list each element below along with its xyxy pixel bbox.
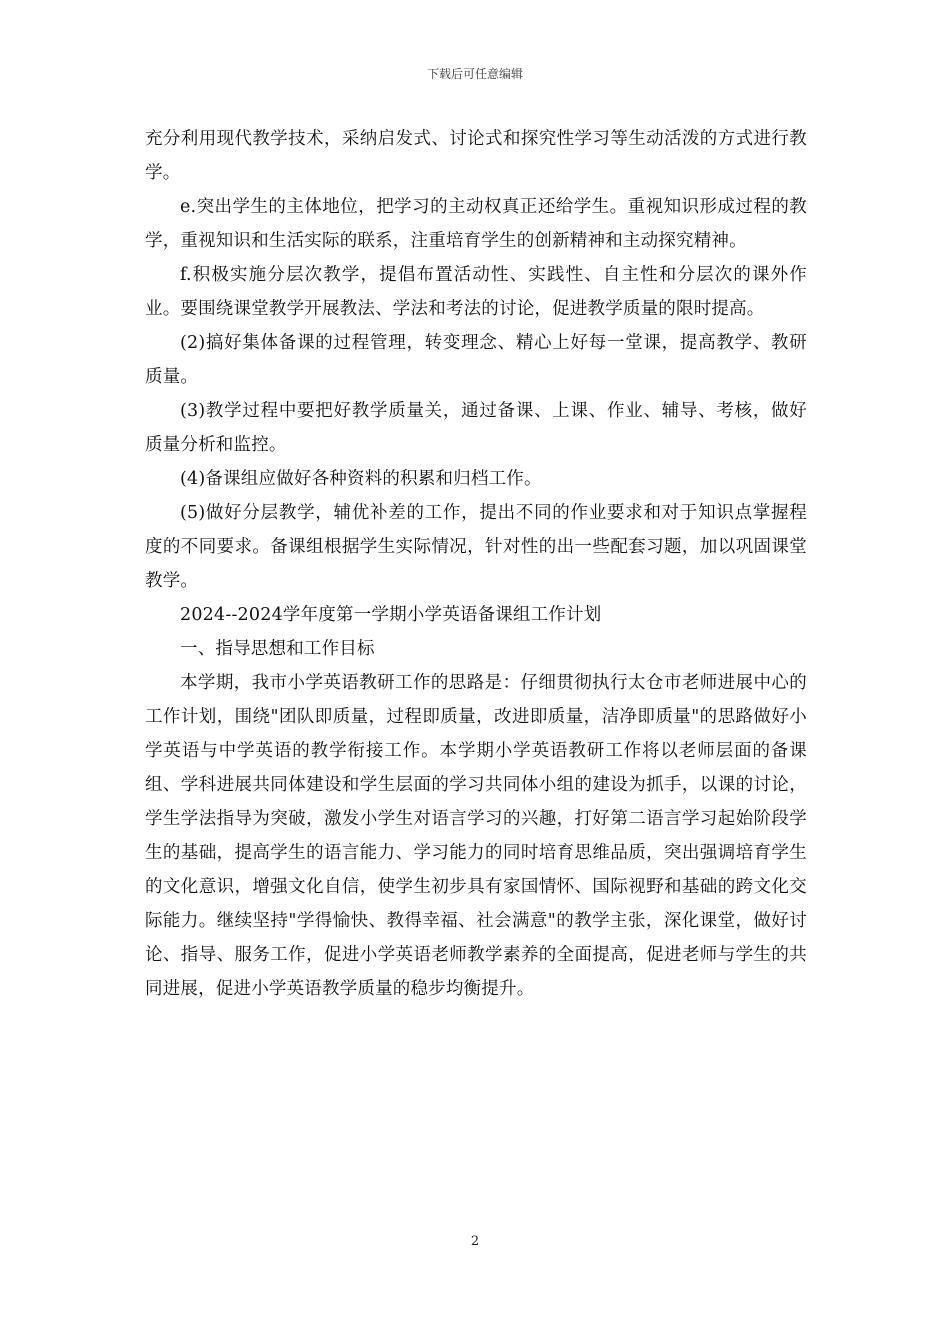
paragraph-item-5: (5)做好分层教学，辅优补差的工作，提出不同的作业要求和对于知识点掌握程度的不同要求。备课组根据学生实际情况，针对性的出一些配套习题，加以巩固课堂教学。 — [145, 503, 807, 591]
section-heading: 一、指导思想和工作目标 — [180, 639, 375, 659]
paragraph-item-3: (3)教学过程中要把好教学质量关，通过备课、上课、作业、辅导、考核，做好质量分析和监控。 — [145, 401, 807, 455]
paragraph-body: 本学期，我市小学英语教研工作的思路是：仔细贯彻执行太仓市老师进展中心的工作计划，围绕"团队即质量，过程即质量，改进即质量，洁净即质量"的思路做好小学英语与中学英语的教学衔接工作。本学期小学英语教研工作将以老师层面的备课组、学科进展共同体建设和学生层面的学习共同体小组的建设为抓手，以课的讨论，学生学法指导为突破，激发小学生对语言学习的兴趣，打好第二语言学习起始阶段学生的基础，提高学生的语言能力、学习能力的同时培育思维品质，突出强调培育学生的文化意识，增强文化自信，使学生初步具有家国情怀、国际视野和基础的跨文化交际能力。继续坚持"学得愉快、教得幸福、社会满意"的教学主张，深化课堂，做好讨论、指导、服务工作，促进小学英语老师教学素养的全面提高，促进老师与学生的共同进展，促进小学英语教学质量的稳步均衡提升。 — [145, 673, 807, 999]
paragraph-item-f: f.积极实施分层次教学，提倡布置活动性、实践性、自主性和分层次的课外作业。要围绕课堂教学开展教法、学法和考法的讨论，促进教学质量的限时提高。 — [145, 265, 807, 319]
paragraph-item-e: e.突出学生的主体地位，把学习的主动权真正还给学生。重视知识形成过程的教学，重视知识和生活实际的联系，注重培育学生的创新精神和主动探究精神。 — [145, 197, 807, 251]
section-title: 2024--2024学年度第一学期小学英语备课组工作计划 — [180, 605, 602, 625]
page-header: 下载后可任意编辑 — [426, 67, 523, 81]
page-number: 2 — [470, 1234, 480, 1249]
paragraph-item-4: (4)备课组应做好各种资料的积累和归档工作。 — [180, 469, 542, 489]
paragraph-item-2: (2)搞好集体备课的过程管理，转变理念、精心上好每一堂课，提高教学、教研质量。 — [145, 333, 807, 387]
paragraph-continuation: 充分利用现代教学技术，采纳启发式、讨论式和探究性学习等生动活泼的方式进行教学。 — [145, 129, 807, 183]
document-body — [145, 122, 807, 1006]
